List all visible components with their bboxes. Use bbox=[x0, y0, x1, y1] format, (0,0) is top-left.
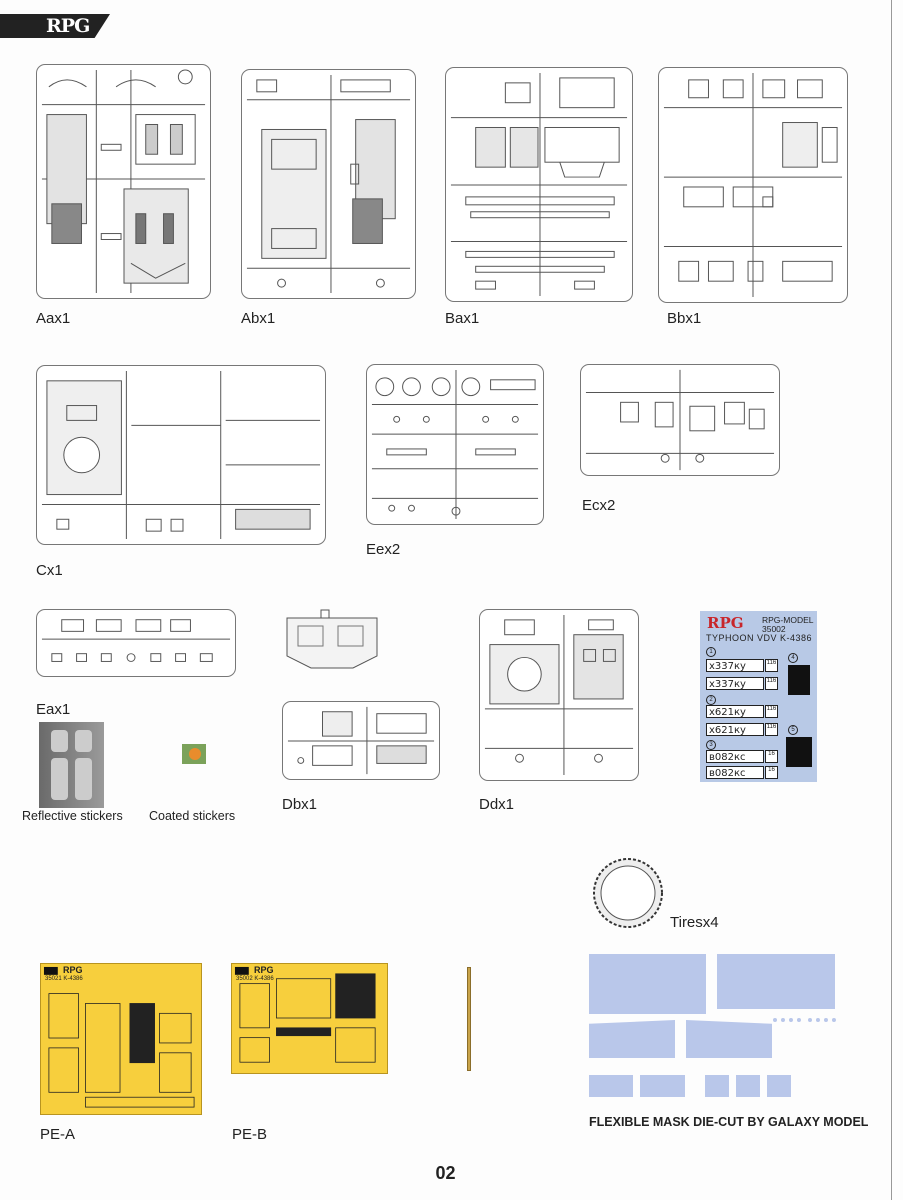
reflective-stickers-sheet bbox=[39, 722, 104, 808]
decal-emblem-4 bbox=[788, 665, 810, 695]
decal-plate-5: в082кс bbox=[706, 750, 764, 763]
pe-a-logo: RPG bbox=[63, 965, 83, 975]
decal-marker-3: 3 bbox=[706, 740, 716, 750]
decal-plate-4: x621ку bbox=[706, 723, 764, 736]
decal-marker-5: 5 bbox=[788, 725, 798, 735]
mask-piece-4 bbox=[686, 1020, 772, 1058]
label-bax1: Bax1 bbox=[445, 310, 480, 327]
sprue-bax1 bbox=[445, 67, 633, 302]
photo-etch-b bbox=[231, 963, 388, 1074]
label-tires: Tiresx4 bbox=[670, 914, 719, 931]
sprue-ecx2 bbox=[580, 364, 780, 476]
photo-etch-a bbox=[40, 963, 202, 1115]
part-roof bbox=[283, 606, 381, 672]
sprue-dbx1 bbox=[282, 701, 440, 780]
mask-strip-2 bbox=[808, 1018, 836, 1030]
decal-plate-num-4: 116 bbox=[765, 723, 778, 736]
antenna-rod bbox=[467, 967, 471, 1071]
decal-code: 35002 bbox=[762, 624, 786, 634]
label-cx1: Cx1 bbox=[36, 562, 63, 579]
label-reflective-stickers: Reflective stickers bbox=[22, 809, 123, 823]
label-pe-b: PE-B bbox=[232, 1126, 268, 1143]
decal-plate-2: x337ку bbox=[706, 677, 764, 690]
mask-piece-6 bbox=[640, 1075, 685, 1097]
decal-plate-num-3: 116 bbox=[765, 705, 778, 718]
decal-marker-2: 2 bbox=[706, 695, 716, 705]
decal-plate-num-6: 16 bbox=[765, 766, 778, 779]
mask-strip-1 bbox=[773, 1018, 801, 1030]
decal-logo: RPG bbox=[707, 614, 744, 632]
label-pe-a: PE-A bbox=[40, 1126, 76, 1143]
label-ddx1: Ddx1 bbox=[479, 796, 515, 813]
sprue-ddx1 bbox=[479, 609, 639, 781]
decal-marker-4: 4 bbox=[788, 653, 798, 663]
sprue-eax1 bbox=[36, 609, 236, 677]
header-logo: RPG bbox=[46, 15, 90, 37]
page-number: 02 bbox=[435, 1163, 456, 1183]
label-eex2: Eex2 bbox=[366, 541, 401, 558]
label-abx1: Abx1 bbox=[241, 310, 276, 327]
sprue-eex2 bbox=[366, 364, 544, 525]
pe-a-code: 35021 K-4386 bbox=[45, 976, 83, 982]
mask-piece-7 bbox=[705, 1075, 729, 1097]
decal-plate-1: x337ку bbox=[706, 659, 764, 672]
sprue-abx1 bbox=[241, 69, 416, 299]
decal-sheet bbox=[700, 611, 817, 782]
mask-piece-1 bbox=[589, 954, 706, 1014]
label-dbx1: Dbx1 bbox=[282, 796, 318, 813]
sprue-cx1 bbox=[36, 365, 326, 545]
tire-part bbox=[592, 857, 664, 929]
decal-plate-num-2: 116 bbox=[765, 677, 778, 690]
mask-piece-2 bbox=[717, 954, 835, 1009]
page-edge bbox=[891, 0, 892, 1200]
decal-emblem-5 bbox=[786, 737, 812, 767]
coated-stickers-sheet bbox=[182, 744, 206, 764]
mask-piece-3 bbox=[589, 1020, 675, 1058]
sprue-bbx1 bbox=[658, 67, 848, 303]
label-eax1: Eax1 bbox=[36, 701, 71, 718]
decal-marker-1: 1 bbox=[706, 647, 716, 657]
mask-piece-8 bbox=[736, 1075, 760, 1097]
decal-plate-3: x621ку bbox=[706, 705, 764, 718]
pe-b-code: 35002 K-4386 bbox=[236, 976, 274, 982]
decal-title: TYPHOON VDV K-4386 bbox=[706, 633, 813, 643]
label-coated-stickers: Coated stickers bbox=[149, 809, 236, 823]
label-aax1: Aax1 bbox=[36, 310, 71, 327]
decal-model: RPG-MODEL bbox=[762, 615, 814, 625]
label-bbx1: Bbx1 bbox=[667, 310, 702, 327]
decal-plate-num-1: 116 bbox=[765, 659, 778, 672]
decal-plate-num-5: 16 bbox=[765, 750, 778, 763]
mask-piece-9 bbox=[767, 1075, 791, 1097]
sprue-aax1 bbox=[36, 64, 211, 299]
pe-b-logo: RPG bbox=[254, 965, 274, 975]
mask-caption: FLEXIBLE MASK DIE-CUT BY GALAXY MODEL bbox=[589, 1115, 869, 1129]
label-ecx2: Ecx2 bbox=[582, 497, 616, 514]
decal-plate-6: в082кс bbox=[706, 766, 764, 779]
mask-piece-5 bbox=[589, 1075, 633, 1097]
